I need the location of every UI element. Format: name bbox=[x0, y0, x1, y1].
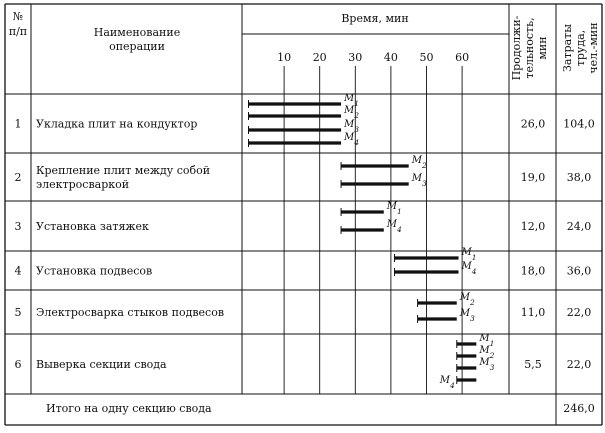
time-tick-label: 30 bbox=[348, 51, 363, 64]
time-tick-label: 40 bbox=[383, 51, 398, 64]
task-name: Укладка плит на кондуктор bbox=[36, 117, 198, 131]
task-number: 6 bbox=[14, 358, 22, 371]
task-number: 5 bbox=[14, 306, 22, 319]
bar-machine-subscript: 1 bbox=[489, 339, 495, 348]
bar-machine-label: $М_1$ bbox=[386, 201, 402, 216]
bar-machine-subscript: 4 bbox=[354, 138, 360, 147]
bar-machine-subscript: 4 bbox=[449, 381, 455, 390]
bar-machine-subscript: 3 bbox=[354, 125, 360, 134]
bar-machine-label: $М_3$ bbox=[459, 308, 475, 323]
task-labor: 22,0 bbox=[566, 358, 592, 371]
header-time: Время, мин bbox=[341, 12, 409, 25]
bar-machine-label: $М_4$ bbox=[344, 132, 360, 147]
total-value: 246,0 bbox=[563, 402, 595, 415]
task-rows bbox=[15, 118, 595, 416]
bar-machine-label: $М_3$ bbox=[479, 357, 495, 372]
time-tick-label: 20 bbox=[312, 51, 327, 64]
task-name: Установка затяжек bbox=[36, 220, 149, 233]
task-labor: 24,0 bbox=[566, 220, 592, 233]
header-labor-1: Затраты bbox=[561, 24, 574, 72]
bar-machine-label: $М_3$ bbox=[411, 173, 427, 188]
task-duration: 12,0 bbox=[520, 220, 546, 233]
task-number: 3 bbox=[14, 220, 22, 233]
bar-machine-label: $М_4$ bbox=[386, 219, 402, 234]
header-operation-1: Наименование bbox=[93, 26, 181, 39]
total-label: Итого на одну секцию свода bbox=[46, 402, 212, 415]
bar-machine-subscript: 3 bbox=[489, 363, 495, 372]
bar-machine-label: $М_1$ bbox=[344, 93, 360, 108]
task-bars bbox=[249, 93, 495, 390]
header-duration-1: Продолжи- bbox=[510, 15, 523, 81]
task-duration: 18,0 bbox=[520, 264, 546, 278]
time-tick-label: 60 bbox=[455, 51, 470, 64]
task-name-line: электросваркой bbox=[36, 178, 130, 191]
bar-machine-subscript: 1 bbox=[397, 207, 402, 216]
task-duration: 11,0 bbox=[520, 306, 546, 319]
task-labor: 36,0 bbox=[566, 264, 592, 278]
bar-machine-label: $М_4$ bbox=[439, 375, 455, 390]
header-duration-3: мин bbox=[536, 36, 549, 60]
bar-machine-subscript: 2 bbox=[421, 161, 427, 170]
bar-machine-label: $М_1$ bbox=[479, 333, 495, 348]
bar-machine-subscript: 1 bbox=[354, 99, 360, 108]
bar-machine-subscript: 4 bbox=[471, 267, 477, 276]
task-name-line: Крепление плит между собой bbox=[36, 164, 211, 177]
bar-machine-subscript: 4 bbox=[397, 225, 402, 234]
header-number-2: п/п bbox=[8, 25, 28, 38]
task-number: 4 bbox=[14, 264, 22, 278]
bar-machine-label: $М_2$ bbox=[479, 345, 495, 360]
task-name: Электросварка стыков подвесов bbox=[36, 306, 225, 319]
bar-machine-subscript: 3 bbox=[421, 179, 427, 188]
task-number: 2 bbox=[14, 171, 22, 184]
bar-machine-label: $М_2$ bbox=[459, 292, 475, 307]
task-labor: 104,0 bbox=[563, 117, 595, 131]
bar-machine-label: $М_2$ bbox=[411, 155, 427, 170]
task-labor: 22,0 bbox=[566, 306, 592, 319]
header-duration-2: тельность, bbox=[523, 17, 536, 79]
header-operation-2: операции bbox=[109, 40, 165, 53]
bar-machine-label: $М_1$ bbox=[461, 247, 477, 262]
bar-machine-label: $М_4$ bbox=[461, 261, 477, 276]
header-number: № bbox=[12, 10, 24, 23]
bar-machine-subscript: 2 bbox=[489, 351, 495, 360]
bar-machine-subscript: 1 bbox=[471, 253, 477, 262]
task-labor: 38,0 bbox=[566, 171, 592, 184]
task-duration: 5,5 bbox=[524, 358, 542, 371]
bar-machine-subscript: 3 bbox=[470, 314, 475, 323]
time-tick-label: 50 bbox=[419, 51, 434, 64]
time-tick-label: 10 bbox=[277, 51, 292, 64]
task-name: Выверка секции свода bbox=[36, 358, 167, 371]
bar-machine-subscript: 2 bbox=[470, 298, 475, 307]
bar-machine-label: $М_2$ bbox=[344, 105, 360, 120]
task-duration: 19,0 bbox=[520, 171, 546, 184]
task-duration: 26,0 bbox=[520, 117, 546, 131]
bar-machine-label: $М_3$ bbox=[344, 119, 360, 134]
task-name: Установка подвесов bbox=[36, 264, 153, 278]
task-number: 1 bbox=[14, 117, 22, 131]
bar-machine-subscript: 2 bbox=[354, 111, 360, 120]
header-labor-3: чел.-мин bbox=[587, 22, 600, 74]
table-header bbox=[9, 10, 600, 80]
header-labor-2: труда, bbox=[574, 29, 587, 67]
